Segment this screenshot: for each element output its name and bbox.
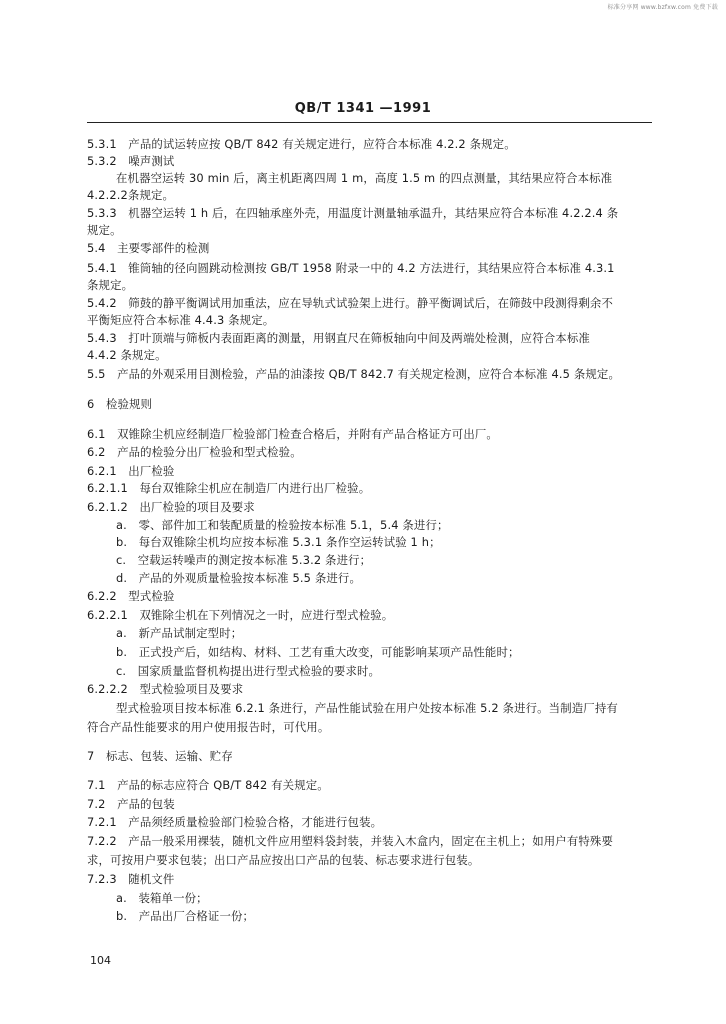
header-rule <box>87 122 652 123</box>
text-line: b. 每台双锥除尘机均应按本标准 5.3.1 条作空运转试验 1 h； <box>116 535 441 549</box>
standard-header: QB/T 1341 —1991 <box>294 101 432 116</box>
text-line: 5.4.1 锥筒轴的径向圆跳动检测按 GB/T 1958 附录一中的 4.2 方法进行，其结果应符合本标准 4.3.1 <box>87 261 615 275</box>
text-line: 6.2.2 型式检验 <box>87 589 175 603</box>
text-line: 6.2.2.2 型式检验项目及要求 <box>87 682 244 696</box>
text-line: a. 零、部件加工和装配质量的检验按本标准 5.1，5.4 条进行； <box>116 518 449 532</box>
text-line: 型式检验项目按本标准 6.2.1 条进行，产品性能试验在用户处按本标准 5.2 条进行。当制造厂持有 <box>116 701 618 715</box>
text-line: 5.4.2 筛鼓的静平衡调试用加重法，应在导轨式试验架上进行。静平衡调试后，在筛鼓中段测得剩余不 <box>87 296 613 310</box>
text-line: 5.3.2 噪声测试 <box>87 154 175 168</box>
text-line: 6 检验规则 <box>87 397 153 411</box>
text-line: c. 国家质量监督机构提出进行型式检验的要求时。 <box>116 664 381 678</box>
text-line: 在机器空运转 30 min 后，离主机距离四周 1 m，高度 1.5 m 的四点测量，其结果应符合本标准 <box>116 171 613 185</box>
text-line: d. 产品的外观质量检验按本标准 5.5 条进行。 <box>116 571 361 585</box>
text-line: 7.2.2 产品一般采用裸装，随机文件应用塑料袋封装，并装入木盒内，固定在主机上；如用户有特殊要 <box>87 834 613 848</box>
text-line: 4.4.2 条规定。 <box>87 348 167 362</box>
text-line: 4.2.2.2条规定。 <box>87 188 175 202</box>
text-line: 7 标志、包装、运输、贮存 <box>87 749 233 763</box>
text-line: 6.2.2.1 双锥除尘机在下列情况之一时，应进行型式检验。 <box>87 608 394 622</box>
text-line: 7.2.3 随机文件 <box>87 872 175 886</box>
text-line: c. 空载运转噪声的测定按本标准 5.3.2 条进行； <box>116 553 372 567</box>
text-line: 5.5 产品的外观采用目测检验，产品的油漆按 QB/T 842.7 有关规定检测，应符合本标准 4.5 条规定。 <box>87 367 620 381</box>
text-line: 6.2.1 出厂检验 <box>87 464 175 478</box>
text-line: 5.4.3 打叶顶端与筛板内表面距离的测量，用钢直尺在筛板轴向中间及两端处检测，应符合本标准 <box>87 331 590 345</box>
text-line: 6.2.1.2 出厂检验的项目及要求 <box>87 500 255 514</box>
text-line: 5.3.1 产品的试运转应按 QB/T 842 有关规定进行，应符合本标准 4.2.2 条规定。 <box>87 137 516 151</box>
text-line: 条规定。 <box>87 278 134 292</box>
text-line: 7.1 产品的标志应符合 QB/T 842 有关规定。 <box>87 778 329 792</box>
text-line: 5.4 主要零部件的检测 <box>87 241 210 255</box>
text-line: 7.2 产品的包装 <box>87 797 175 811</box>
text-line: 求，可按用户要求包装；出口产品应按出口产品的包装、标志要求进行包装。 <box>87 853 480 867</box>
text-line: b. 产品出厂合格证一份； <box>116 909 255 923</box>
text-line: 6.2 产品的检验分出厂检验和型式检验。 <box>87 445 302 459</box>
page-number: 104 <box>90 954 111 967</box>
text-line: 5.3.3 机器空运转 1 h 后，在四轴承座外壳，用温度计测量轴承温升，其结果应符合本标准 4.2.2.4 条 <box>87 206 619 220</box>
text-line: b. 正式投产后，如结构、材料、工艺有重大改变，可能影响某项产品性能时； <box>116 645 520 659</box>
text-line: 平衡矩应符合本标准 4.4.3 条规定。 <box>87 313 275 327</box>
watermark: 标准分享网 www.bzfxw.com 免费下载 <box>607 4 718 11</box>
text-line: 6.2.1.1 每台双锥除尘机应在制造厂内进行出厂检验。 <box>87 481 371 495</box>
text-line: a. 新产品试制定型时； <box>116 626 243 640</box>
text-line: 规定。 <box>87 223 122 237</box>
text-line: 符合产品性能要求的用户使用报告时，可代用。 <box>87 720 330 734</box>
text-line: a. 装箱单一份； <box>116 891 208 905</box>
text-line: 7.2.1 产品须经质量检验部门检验合格，才能进行包装。 <box>87 815 383 829</box>
text-line: 6.1 双锥除尘机应经制造厂检验部门检查合格后，并附有产品合格证方可出厂。 <box>87 427 498 441</box>
